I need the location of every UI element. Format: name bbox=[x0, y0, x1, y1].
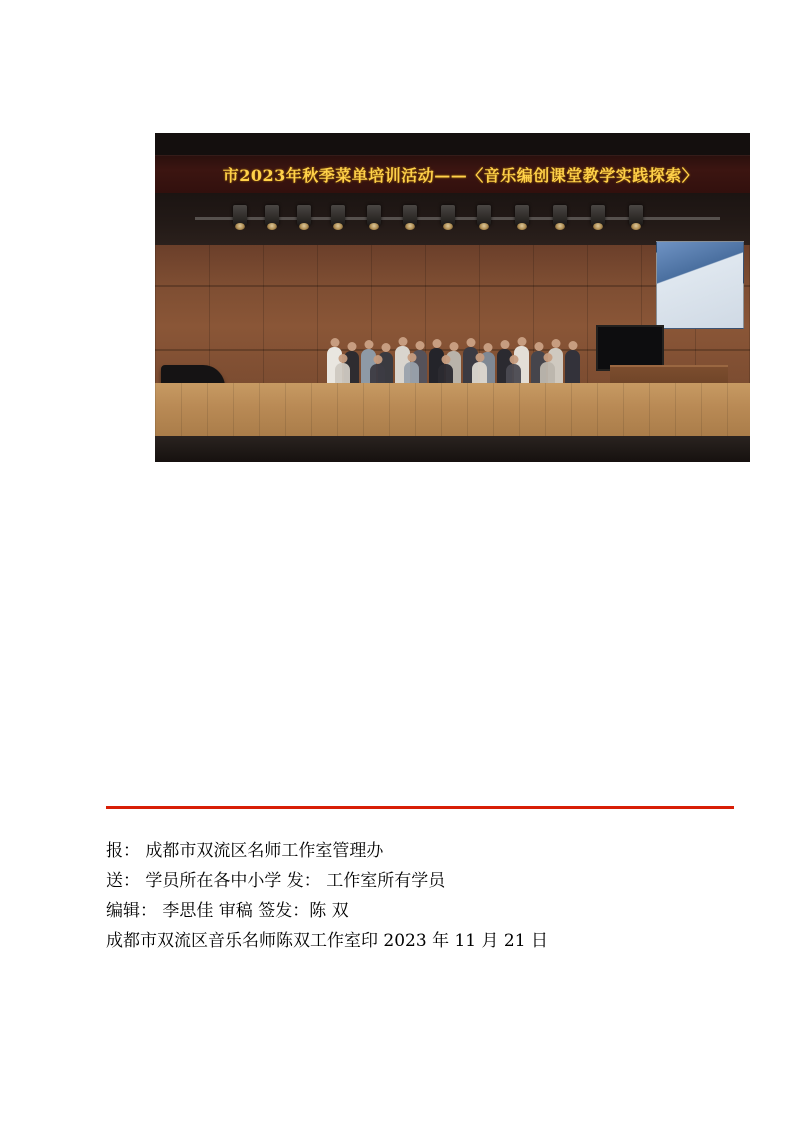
group-photo bbox=[155, 133, 750, 462]
stage-lamp-icon bbox=[591, 205, 605, 225]
event-banner-text: 市2023年秋季菜单培训活动——〈音乐编创课堂教学实践探索〉 bbox=[222, 165, 699, 185]
stage-floor bbox=[155, 383, 750, 462]
stage-lamp-icon bbox=[629, 205, 643, 225]
stage-lamp-icon bbox=[265, 205, 279, 225]
stage-lamp-icon bbox=[441, 205, 455, 225]
stage-lamp-icon bbox=[403, 205, 417, 225]
stage-lamp-icon bbox=[515, 205, 529, 225]
hall-ceiling bbox=[155, 133, 750, 155]
stage-front-edge bbox=[155, 436, 750, 462]
stage-lamp-icon bbox=[233, 205, 247, 225]
footer-line-send: 送： 学员所在各中小学 发： 工作室所有学员 bbox=[106, 871, 446, 891]
stage-lamp-icon bbox=[331, 205, 345, 225]
footer-divider bbox=[106, 806, 734, 809]
stage-lamp-icon bbox=[297, 205, 311, 225]
footer-block bbox=[106, 836, 746, 956]
stage-lamp-icon bbox=[553, 205, 567, 225]
footer-line-editor: 编辑： 李思佳 审稿 签发：陈 双 bbox=[106, 901, 349, 921]
footer-line-issuer: 成都市双流区音乐名师陈双工作室印 2023 年 11 月 21 日 bbox=[106, 931, 548, 951]
photo-scene bbox=[155, 133, 750, 462]
event-banner bbox=[155, 155, 750, 193]
projection-screen bbox=[656, 241, 744, 329]
stage-lamp-icon bbox=[477, 205, 491, 225]
stage-lamp-icon bbox=[367, 205, 381, 225]
footer-line-report: 报： 成都市双流区名师工作室管理办 bbox=[106, 841, 384, 861]
stage-lighting-truss bbox=[155, 193, 750, 245]
